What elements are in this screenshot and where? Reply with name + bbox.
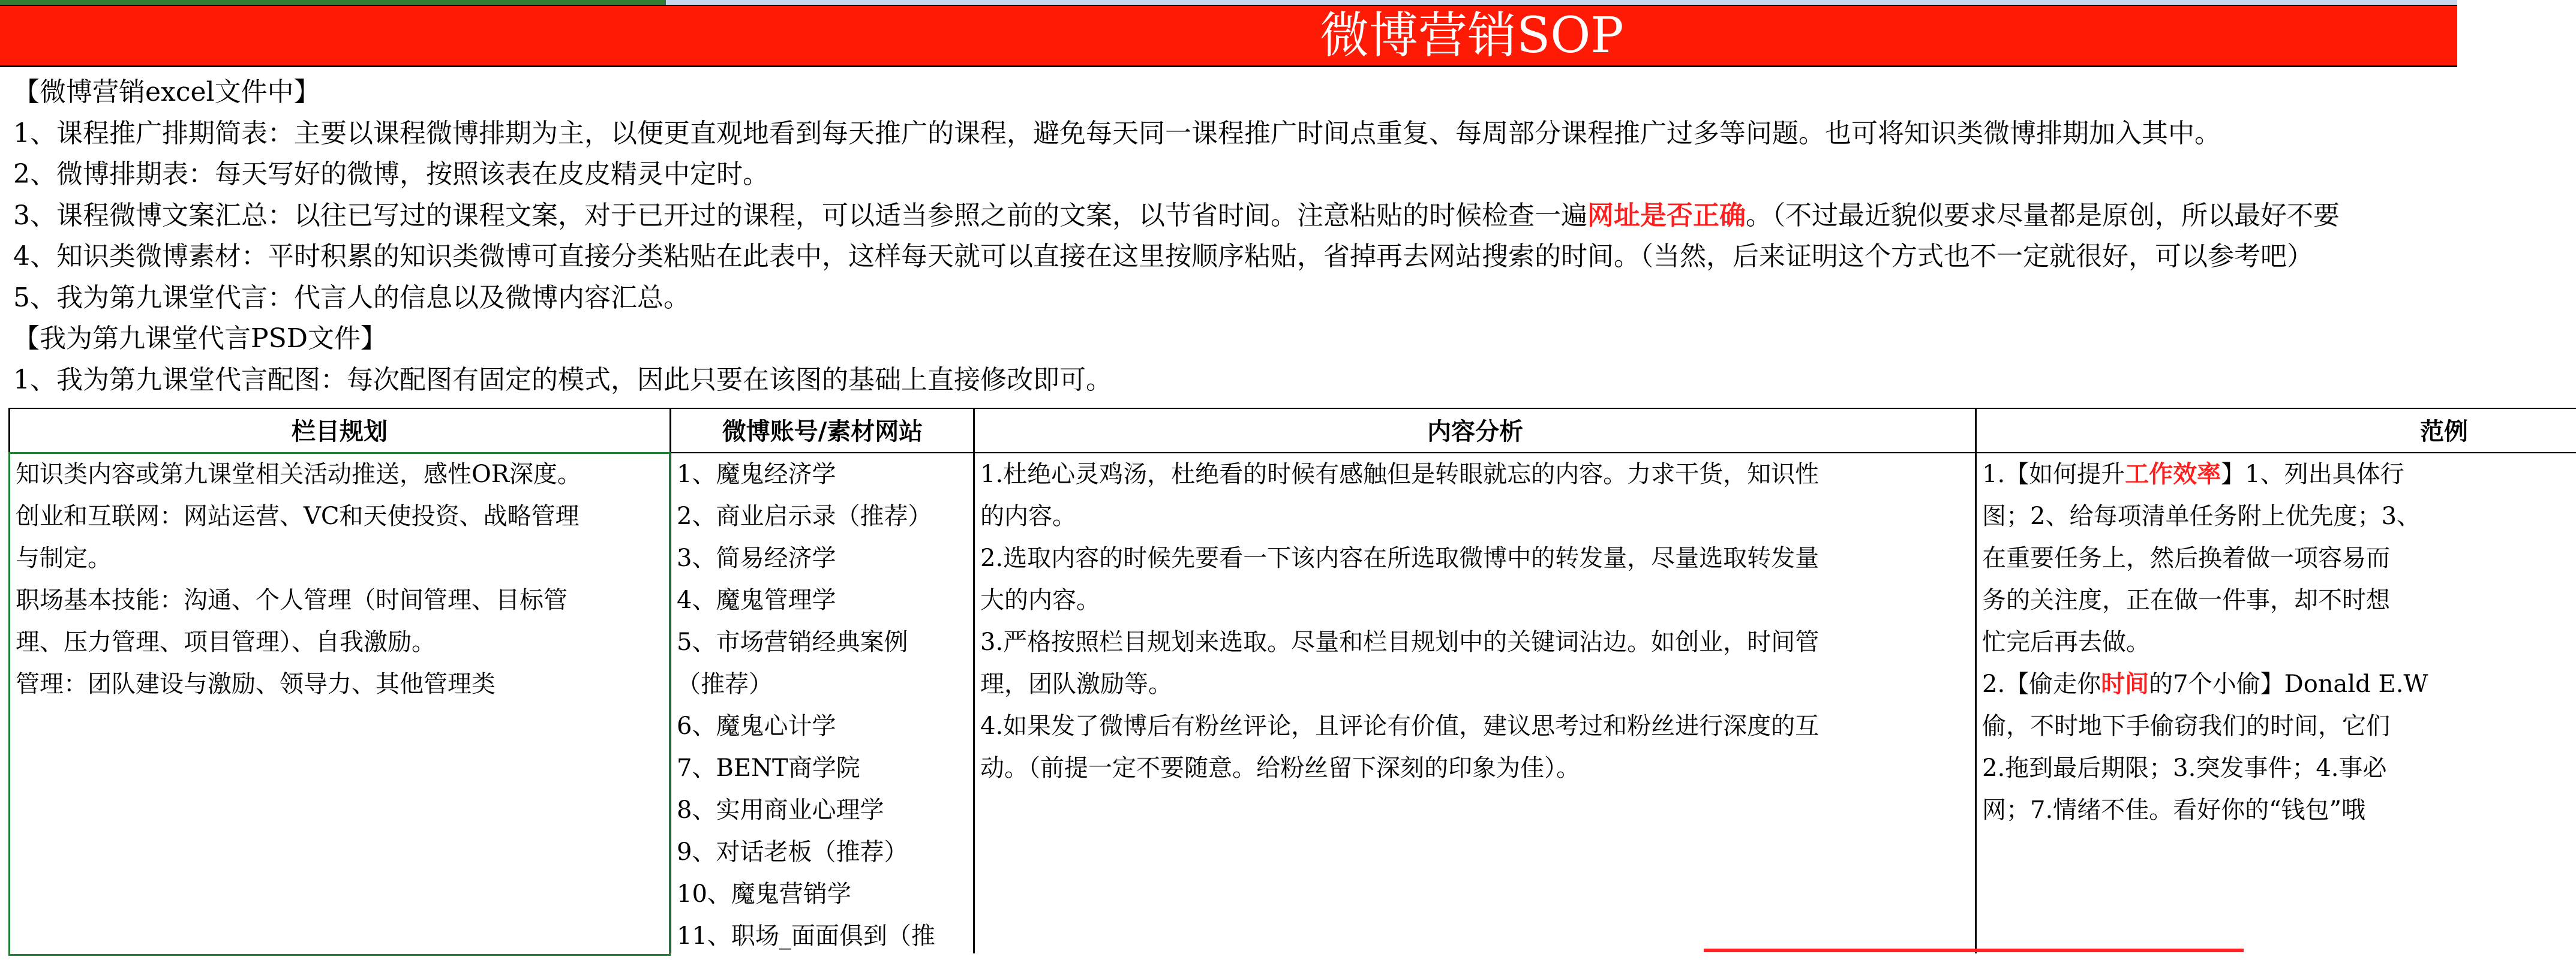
- cell-line: 知识类内容或第九课堂相关活动推送，感性OR深度。: [16, 461, 581, 488]
- cell-line: 职场基本技能：沟通、个人管理（时间管理、目标管: [16, 586, 568, 614]
- cell-line: 2.选取内容的时候先要看一下该内容在所选取微博中的转发量，尽量选取转发量: [980, 544, 1820, 572]
- cell-line: 务的关注度，正在做一件事，却不时想: [1982, 586, 2390, 614]
- header-col-analysis[interactable]: 内容分析: [974, 408, 1976, 453]
- cell-line: 忙完后再去做。: [1982, 628, 2150, 656]
- cell-line: 5、市场营销经典案例: [677, 628, 908, 656]
- cell-line: 在重要任务上，然后换着做一项容易而: [1982, 544, 2390, 572]
- cell-line: 9、对话老板（推荐）: [677, 838, 908, 866]
- cell-analysis[interactable]: [974, 453, 1976, 975]
- cell-example[interactable]: [1976, 453, 2457, 975]
- top-edge: [0, 0, 2457, 5]
- note-line: 5、我为第九课堂代言：代言人的信息以及微博内容汇总。: [13, 282, 690, 313]
- cell-line: 大的内容。: [980, 586, 1100, 614]
- cell-line: 与制定。: [16, 544, 112, 572]
- cell-line: 8、实用商业心理学: [677, 796, 884, 824]
- note-line: 【我为第九课堂代言PSD文件】: [13, 323, 388, 354]
- cell-line: 网；7.情绪不佳。看好你的“钱包”哦: [1982, 796, 2366, 824]
- cell-line: 理，团队激励等。: [980, 670, 1172, 698]
- cell-accounts[interactable]: [671, 453, 974, 975]
- plan-table: [0, 408, 2520, 971]
- cell-line: 偷，不时地下手偷窃我们的时间，它们: [1982, 712, 2390, 740]
- cell-line: 7、BENT商学院: [677, 754, 860, 782]
- cell-line: 4、魔鬼管理学: [677, 586, 836, 614]
- cell-line: 1.【如何提升工作效率】1、列出具体行: [1982, 460, 2404, 488]
- title-banner: [0, 5, 2457, 67]
- note-line: 1、我为第九课堂代言配图：每次配图有固定的模式，因此只要在该图的基础上直接修改即可。: [13, 364, 1112, 395]
- note-line: 1、课程推广排期简表：主要以课程微博排期为主，以便更直观地看到每天推广的课程，避免每天同一课程推广时间点重复、每周部分课程推广过多等问题。也可将知识类微博排期加入其中。: [13, 118, 2221, 149]
- cell-line: 图；2、给每项清单任务附上优先度；3、: [1982, 502, 2421, 530]
- notes-section: [13, 72, 2457, 401]
- header-col-plan[interactable]: 栏目规划: [8, 408, 671, 453]
- bottom-edge-marker: [1704, 949, 2244, 952]
- cell-line: 1.杜绝心灵鸡汤，杜绝看的时候有感触但是转眼就忘的内容。力求干货，知识性: [980, 461, 1820, 488]
- cell-line: 动。（前提一定不要随意。给粉丝留下深刻的印象为佳）。: [980, 754, 1580, 782]
- cell-line: 3.严格按照栏目规划来选取。尽量和栏目规划中的关键词沾边。如创业，时间管: [980, 628, 1820, 656]
- note-line: 【微博营销excel文件中】: [13, 77, 320, 107]
- note-text: 3、课程微博文案汇总：以往已写过的课程文案，对于已开过的课程，可以适当参照之前的文案，以节省时间。注意粘贴的时候检查一遍: [13, 200, 1587, 231]
- cell-line: 4.如果发了微博后有粉丝评论，且评论有价值，建议思考过和粉丝进行深度的互: [980, 712, 1820, 740]
- cell-line: 2.【偷走你时间的7个小偷】Donald E.W: [1982, 670, 2428, 698]
- page-title: 微博营销SOP: [1320, 7, 1624, 64]
- cell-line: 2.拖到最后期限；3.突发事件；4.事必: [1982, 754, 2387, 782]
- cell-line: 6、魔鬼心计学: [677, 712, 836, 740]
- cell-line: 10、魔鬼营销学: [677, 880, 851, 908]
- cell-line: 11、职场_面面俱到（推: [677, 922, 935, 950]
- header-col-accounts[interactable]: 微博账号/素材网站: [671, 408, 974, 453]
- note-highlight: 网址是否正确: [1587, 200, 1746, 231]
- note-line: 4、知识类微博素材：平时积累的知识类微博可直接分类粘贴在此表中，这样每天就可以直接在这里按顺序粘贴，省掉再去网站搜索的时间。（当然，后来证明这个方式也不一定就很好，可以参考吧）: [13, 241, 2313, 272]
- cell-line: 3、简易经济学: [677, 544, 836, 572]
- cell-line: 管理：团队建设与激励、领导力、其他管理类: [16, 670, 496, 698]
- note-line: [13, 195, 2457, 237]
- cell-line: 理、压力管理、项目管理）、自我激励。: [16, 628, 436, 656]
- note-text: 。（不过最近貌似要求尽量都是原创，所以最好不要: [1746, 200, 2340, 231]
- cell-line: 的内容。: [980, 502, 1076, 530]
- cell-line: 2、商业启示录（推荐）: [677, 502, 932, 530]
- cell-plan[interactable]: [8, 453, 671, 975]
- note-line: 2、微博排期表：每天写好的微博，按照该表在皮皮精灵中定时。: [13, 159, 769, 189]
- cell-line: （推荐）: [677, 670, 773, 698]
- cell-line: 1、魔鬼经济学: [677, 461, 836, 488]
- cell-line: 创业和互联网：网站运营、VC和天使投资、战略管理: [16, 502, 580, 530]
- header-col-example[interactable]: 范例: [1976, 408, 2576, 453]
